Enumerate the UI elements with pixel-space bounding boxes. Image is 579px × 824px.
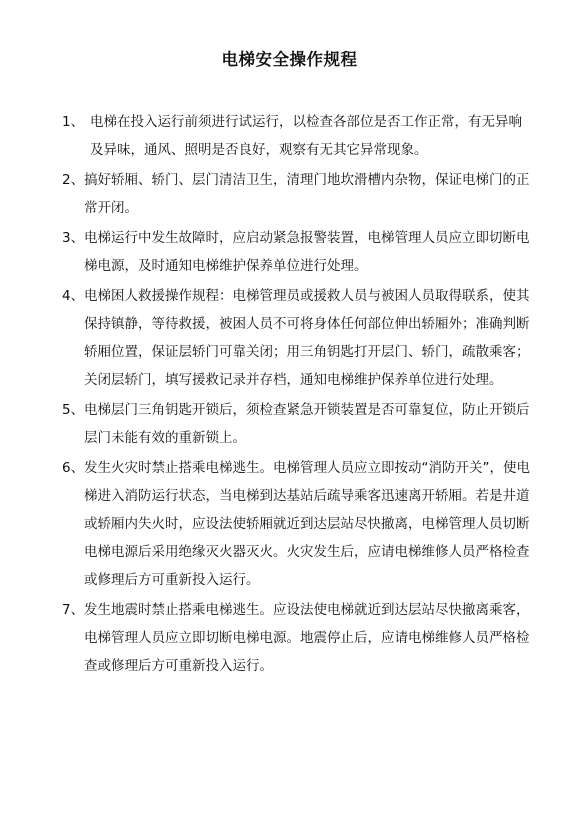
rule-item — [62, 108, 532, 164]
rule-text: 搞好轿厢、轿门、层门清洁卫生，清理门地坎滑槽内杂物，保证电梯门的正常开闭。 — [84, 172, 530, 216]
rule-text: 发生地震时禁止搭乘电梯逃生。应设法使电梯就近到达层站尽快撤离乘客，电梯管理人员应立即切断电梯电源。地震停止后，应请电梯维修人员严格检查或修理后方可重新投入运行。 — [84, 602, 530, 674]
rule-text: 电梯运行中发生故障时，应启动紧急报警装置，电梯管理人员应立即切断电梯电源，及时通知电梯维护保养单位进行处理。 — [84, 230, 530, 274]
rule-text: 电梯困人救援操作规程：电梯管理员或援救人员与被困人员取得联系，使其保持镇静，等待救援，被困人员不可将身体任何部位伸出轿厢外；准确判断轿厢位置，保证层轿门可靠关闭；用三角钥匙打开层门、轿门，疏散乘客；关闭层轿门，填写援救记录并存档，通知电梯维护保养单位进行处理。 — [84, 288, 530, 388]
rule-number: 7、 — [62, 602, 85, 618]
rule-text: 发生火灾时禁止搭乘电梯逃生。电梯管理人员应立即按动“消防开关”，使电梯进入消防运行状态，当电梯到达基站后疏导乘客迅速离开轿厢。若是井道或轿厢内失火时，应设法使轿厢就近到达层站尽快撤离，电梯管理人员切断电梯电源后采用绝缘灭火器灭火。火灾发生后，应请电梯维修人员严格检查或修理后方可重新投入运行。 — [84, 460, 530, 588]
rule-item — [62, 396, 532, 452]
rule-number: 3、 — [62, 230, 85, 246]
document-title: 电梯安全操作规程 — [221, 50, 358, 69]
rule-number: 1、 — [62, 114, 85, 130]
rule-item — [62, 166, 532, 222]
rule-number: 2、 — [62, 172, 85, 188]
rule-number: 5、 — [62, 402, 85, 418]
rule-item — [62, 282, 532, 394]
rule-text: 电梯层门三角钥匙开锁后，须检查紧急开锁装置是否可靠复位，防止开锁后层门未能有效的重新锁上。 — [84, 402, 530, 446]
rule-number: 6、 — [62, 460, 85, 476]
rule-item — [62, 596, 532, 680]
rule-item — [62, 454, 532, 594]
rule-item — [62, 224, 532, 280]
rule-number: 4、 — [62, 288, 85, 304]
rules-list — [62, 108, 532, 682]
rule-text: 电梯在投入运行前须进行试运行，以检查各部位是否工作正常，有无异响及异味，通风、照明是否良好，观察有无其它异常现象。 — [90, 114, 522, 158]
